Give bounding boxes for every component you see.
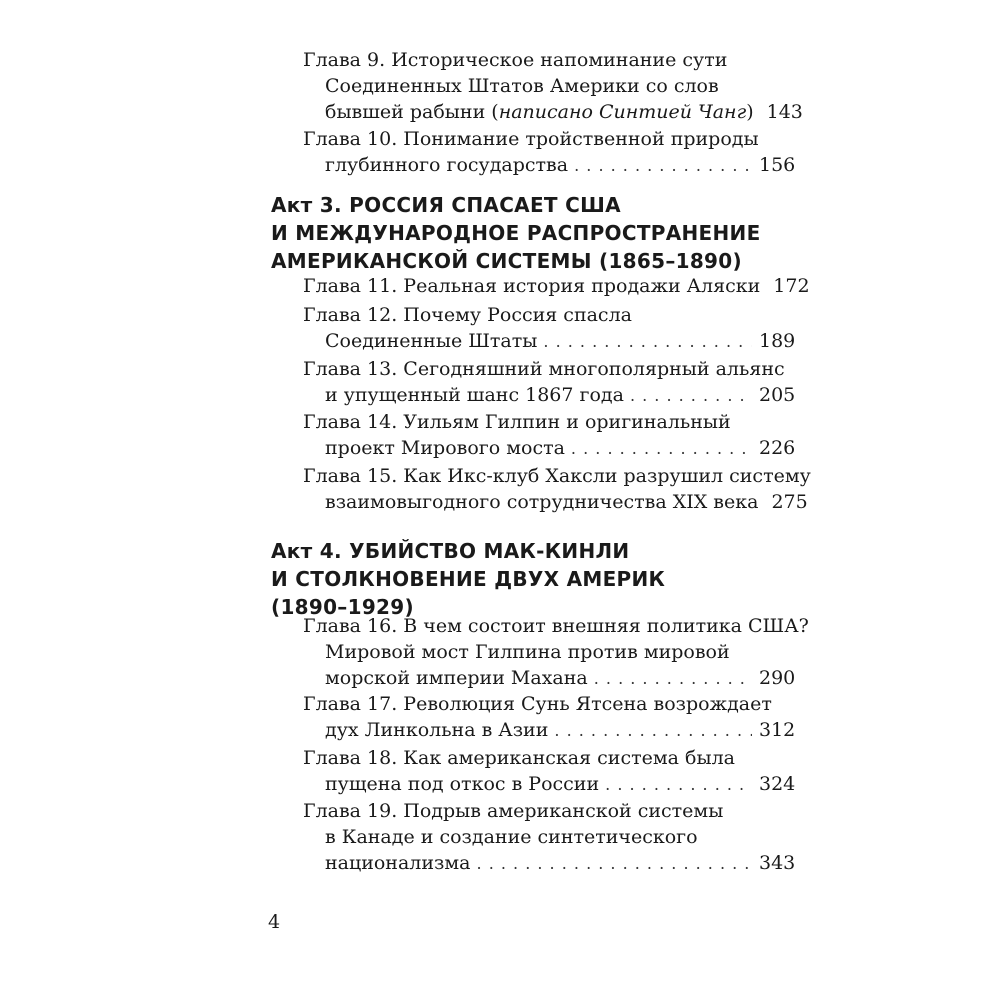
page-ref: 226: [759, 437, 796, 459]
toc-entry-chapter-12: [303, 302, 796, 354]
toc-entry-chapter-10: [303, 126, 796, 178]
entry-line: Глава 10. Понимание тройственной природы: [303, 128, 759, 150]
entry-line: Глава 19. Подрыв американской системы: [303, 800, 724, 822]
leader-dots: [554, 718, 752, 744]
entry-line: Глава 18. Как американская система была: [303, 747, 735, 769]
toc-entry-chapter-17: [303, 691, 796, 743]
toc-entry-chapter-18: [303, 745, 796, 797]
toc-entry-chapter-19: [303, 798, 796, 876]
leader-dots: [571, 436, 752, 462]
entry-line: Глава 13. Сегодняшний многополярный альянс: [303, 358, 785, 380]
entry-last-line: и упущенный шанс 1867 года: [325, 384, 624, 406]
entry-line: Глава 14. Уильям Гилпин и оригинальный: [303, 411, 731, 433]
entry-last-line: пущена под откос в России: [325, 773, 600, 795]
page-ref: 143: [766, 101, 803, 123]
act-3-heading: Акт 3. РОССИЯ СПАСАЕТ США И МЕЖДУНАРОДНОЕ РАСПРОСТРАНЕНИЕ АМЕРИКАНСКОЙ СИСТЕМЫ (1865–1890): [271, 193, 761, 273]
entry-line: в Канаде и создание синтетического: [325, 826, 698, 848]
entry-line: Глава 16. В чем состоит внешняя политика США?: [303, 615, 809, 637]
toc-entry-chapter-13: [303, 356, 796, 408]
entry-last-line: взаимовыгодного сотрудничества XIX века: [325, 491, 759, 513]
page-ref: 312: [759, 719, 796, 741]
page-ref: 324: [759, 773, 796, 795]
entry-last-line: бывшей рабыни (написано Синтией Чанг): [325, 101, 754, 123]
entry-line: Соединенных Штатов Америки со слов: [325, 75, 719, 97]
leader-dots: [543, 329, 752, 355]
toc-entry-chapter-16: [303, 613, 809, 691]
leader-dots: [605, 772, 752, 798]
page-ref: 205: [759, 384, 796, 406]
act-4-heading: Акт 4. УБИЙСТВО МАК-КИНЛИ И СТОЛКНОВЕНИЕ ДВУХ АМЕРИК (1890–1929): [271, 539, 666, 619]
entry-line: Глава 17. Революция Сунь Ятсена возрождает: [303, 693, 772, 715]
entry-last-line: проект Мирового моста: [325, 437, 565, 459]
toc-entry-chapter-15: [303, 463, 811, 515]
entry-last-line: Соединенные Штаты: [325, 330, 538, 352]
page-ref: 275: [771, 491, 808, 513]
page-ref: 189: [759, 330, 796, 352]
page-ref: 156: [759, 154, 796, 176]
toc-entry-chapter-14: [303, 409, 796, 461]
toc-entry-chapter-9: [303, 47, 803, 125]
entry-last-line: морской империи Махана: [325, 667, 588, 689]
entry-italic-text: написано Синтией Чанг: [498, 101, 747, 123]
leader-dots: [594, 666, 752, 692]
leader-dots: [477, 851, 752, 877]
entry-last-line: дух Линкольна в Азии: [325, 719, 549, 741]
leader-dots: [630, 383, 752, 409]
entry-line: Мировой мост Гилпина против мировой: [325, 641, 730, 663]
entry-last-line: глубинного государства: [325, 154, 569, 176]
entry-line: Глава 9. Историческое напоминание сути: [303, 49, 728, 71]
entry-line: Глава 12. Почему Россия спасла: [303, 304, 632, 326]
entry-line: Глава 15. Как Икс-клуб Хаксли разрушил систему: [303, 465, 811, 487]
toc-entry-chapter-11: [303, 273, 810, 299]
page-ref: 172: [773, 275, 810, 297]
leader-dots: [574, 153, 752, 179]
entry-last-line: национализма: [325, 852, 471, 874]
page-number: 4: [268, 911, 281, 933]
page-ref: 343: [759, 852, 796, 874]
entry-last-line: Глава 11. Реальная история продажи Аляски: [303, 275, 761, 297]
page-ref: 290: [759, 667, 796, 689]
